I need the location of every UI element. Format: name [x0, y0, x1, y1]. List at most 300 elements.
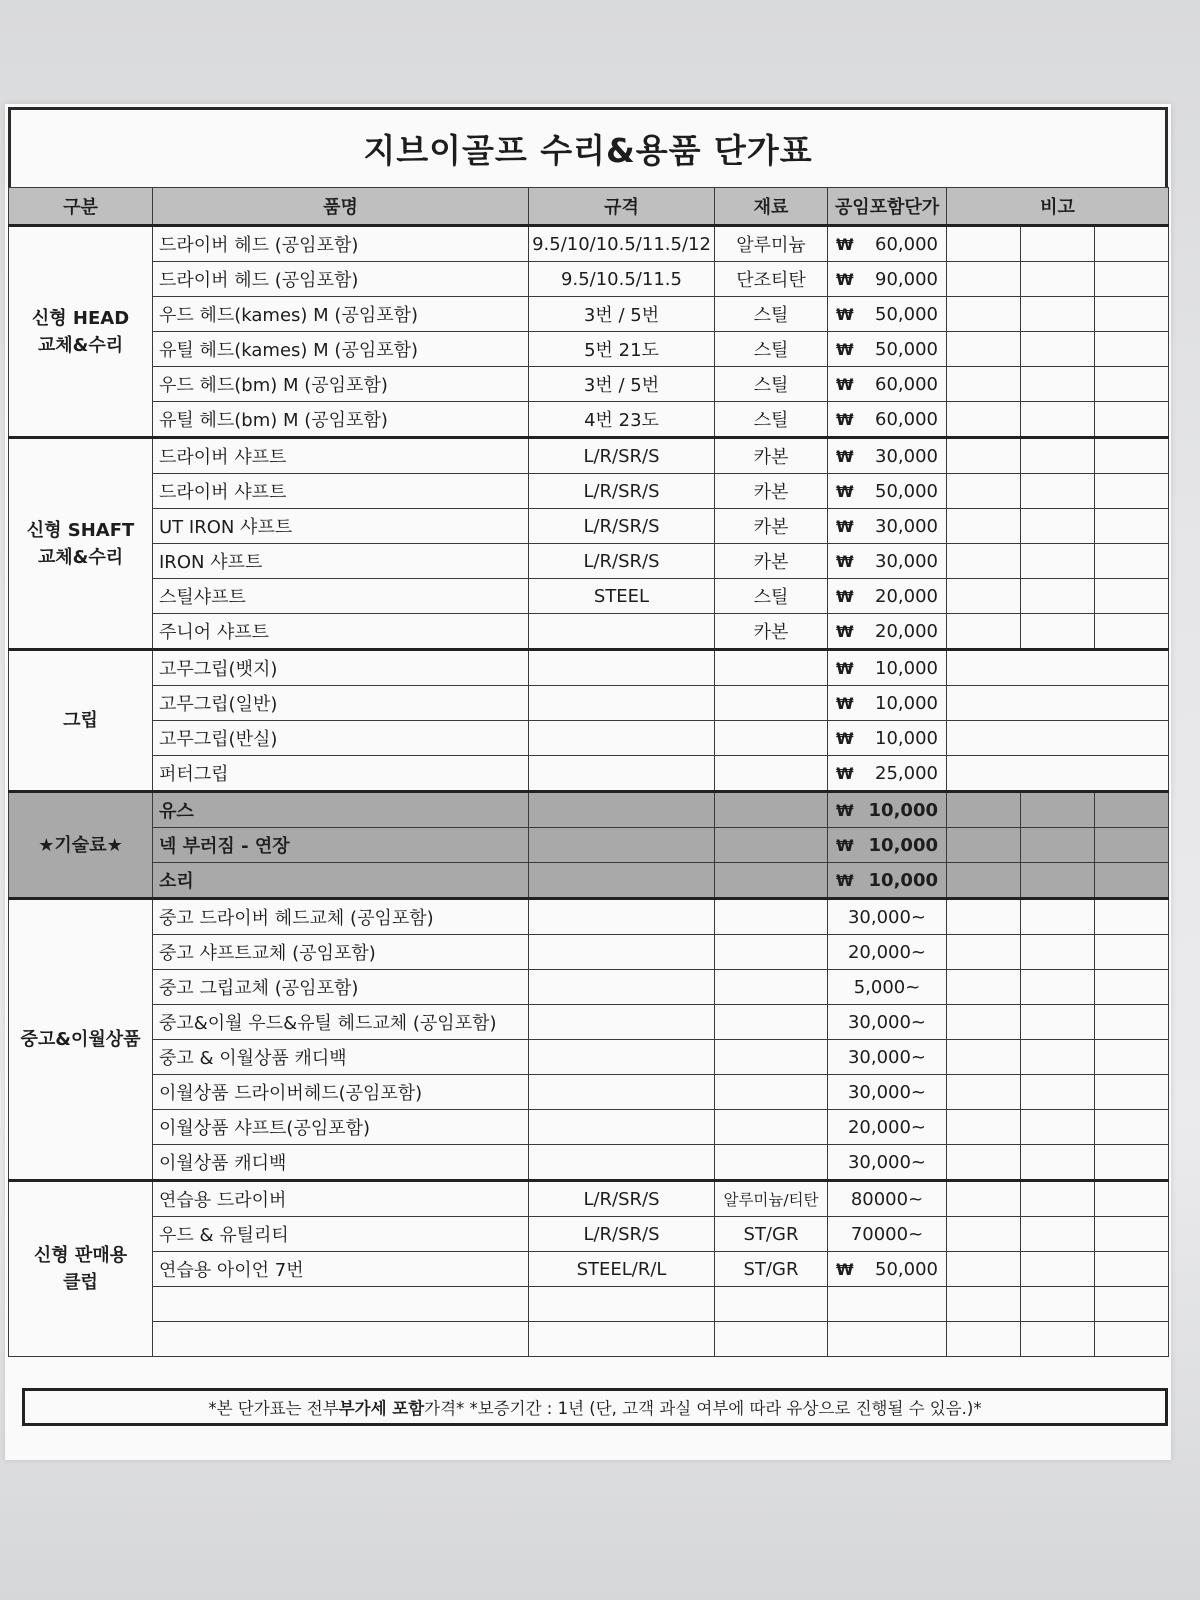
item-spec — [529, 970, 715, 1005]
item-price — [828, 1252, 947, 1287]
item-price: 30,000~ — [828, 1075, 947, 1110]
item-name: 중고&이월 우드&유틸 헤드교체 (공임포함) — [153, 1005, 529, 1040]
item-price — [828, 1287, 947, 1322]
note-cell — [1021, 970, 1095, 1005]
category-cell — [9, 438, 153, 650]
table-row — [9, 1181, 1169, 1217]
item-material: 알루미늄 — [715, 226, 828, 262]
note-cell — [1095, 297, 1169, 332]
item-price: 80000~ — [828, 1181, 947, 1217]
item-price: 30,000~ — [828, 899, 947, 935]
category-label: 교체&수리 — [37, 334, 124, 356]
category-label: ★기술료★ — [38, 834, 123, 856]
note-cell — [1095, 935, 1169, 970]
item-spec — [529, 1322, 715, 1357]
category-cell — [9, 650, 153, 792]
note-cell — [1095, 1075, 1169, 1110]
item-spec: 9.5/10/10.5/11.5/12 — [529, 226, 715, 262]
note-cell — [947, 297, 1021, 332]
won-symbol: ₩ — [836, 658, 854, 678]
note-cell — [1021, 792, 1095, 828]
category-label: 신형 판매용 — [33, 1245, 128, 1266]
item-material: 스틸 — [715, 579, 828, 614]
item-name: 중고 & 이월상품 캐디백 — [153, 1040, 529, 1075]
note-cell — [947, 402, 1021, 438]
footer-note — [22, 1388, 1168, 1426]
item-name: 중고 그립교체 (공임포함) — [153, 970, 529, 1005]
table-row — [9, 402, 1169, 438]
note-cell — [1095, 1040, 1169, 1075]
note-cell — [1021, 1217, 1095, 1252]
note-cell — [1095, 863, 1169, 899]
item-material: 카본 — [715, 544, 828, 579]
price-value: 20,000 — [875, 585, 938, 607]
item-spec — [529, 721, 715, 756]
table-row — [9, 1287, 1169, 1322]
item-name: 드라이버 헤드 (공임포함) — [153, 262, 529, 297]
note-cell — [1095, 899, 1169, 935]
header-note: 비고 — [947, 188, 1169, 226]
note-cell — [947, 1145, 1021, 1181]
won-symbol: ₩ — [836, 551, 854, 571]
table-row — [9, 756, 1169, 792]
won-symbol: ₩ — [836, 269, 854, 289]
item-name: 소리 — [153, 863, 529, 899]
won-symbol: ₩ — [836, 693, 854, 713]
item-spec — [529, 863, 715, 899]
note-cell — [1021, 509, 1095, 544]
header-material: 재료 — [715, 188, 828, 226]
note-cell — [1021, 262, 1095, 297]
item-spec: 5번 21도 — [529, 332, 715, 367]
note-cell — [947, 828, 1021, 863]
note-cell — [1021, 332, 1095, 367]
note-cell — [1095, 1322, 1169, 1357]
item-name: 드라이버 샤프트 — [153, 438, 529, 474]
table-row — [9, 544, 1169, 579]
note-cell — [1021, 367, 1095, 402]
item-price — [828, 863, 947, 899]
item-price — [828, 438, 947, 474]
item-spec: L/R/SR/S — [529, 1217, 715, 1252]
note-cell — [947, 721, 1169, 756]
won-symbol: ₩ — [836, 516, 854, 536]
item-price — [828, 828, 947, 863]
note-cell — [1021, 297, 1095, 332]
note-cell — [1021, 899, 1095, 935]
category-label: 신형 HEAD — [31, 307, 130, 329]
item-price: 30,000~ — [828, 1040, 947, 1075]
item-material: ST/GR — [715, 1217, 828, 1252]
note-cell — [1021, 474, 1095, 509]
footer-text-1: *본 단가표는 전부 — [208, 1399, 339, 1418]
table-row — [9, 686, 1169, 721]
category-label: 신형 SHAFT — [26, 519, 135, 541]
item-price — [828, 614, 947, 650]
item-material — [715, 1110, 828, 1145]
table-body — [9, 226, 1169, 1357]
table-row — [9, 1040, 1169, 1075]
price-value: 90,000 — [875, 268, 938, 290]
item-spec — [529, 1287, 715, 1322]
item-material — [715, 1322, 828, 1357]
table-row — [9, 297, 1169, 332]
price-value: 50,000 — [875, 338, 938, 360]
item-spec: 4번 23도 — [529, 402, 715, 438]
note-cell — [1095, 226, 1169, 262]
item-price — [828, 579, 947, 614]
item-price: 70000~ — [828, 1217, 947, 1252]
item-name: IRON 샤프트 — [153, 544, 529, 579]
table-row — [9, 1110, 1169, 1145]
item-spec — [529, 650, 715, 686]
note-cell — [1021, 544, 1095, 579]
item-spec — [529, 935, 715, 970]
item-name: 드라이버 헤드 (공임포함) — [153, 226, 529, 262]
note-cell — [947, 474, 1021, 509]
won-symbol: ₩ — [836, 374, 854, 394]
table-row — [9, 1145, 1169, 1181]
item-material — [715, 1145, 828, 1181]
item-material: 스틸 — [715, 367, 828, 402]
item-name: 연습용 아이언 7번 — [153, 1252, 529, 1287]
note-cell — [1021, 402, 1095, 438]
item-price — [828, 262, 947, 297]
header-spec: 규격 — [529, 188, 715, 226]
note-cell — [1021, 863, 1095, 899]
item-spec: L/R/SR/S — [529, 509, 715, 544]
item-material: 스틸 — [715, 402, 828, 438]
note-cell — [1021, 828, 1095, 863]
won-symbol: ₩ — [836, 870, 854, 890]
note-cell — [947, 863, 1021, 899]
category-label: 중고&이월상품 — [20, 1029, 141, 1050]
item-material: 스틸 — [715, 297, 828, 332]
item-spec — [529, 1040, 715, 1075]
table-row — [9, 332, 1169, 367]
item-price: 5,000~ — [828, 970, 947, 1005]
note-cell — [1095, 828, 1169, 863]
note-cell — [1095, 1005, 1169, 1040]
note-cell — [1021, 1075, 1095, 1110]
item-price: 20,000~ — [828, 1110, 947, 1145]
note-cell — [1095, 614, 1169, 650]
note-cell — [1021, 1322, 1095, 1357]
item-spec — [529, 828, 715, 863]
item-material: 알루미늄/티탄 — [715, 1181, 828, 1217]
price-value: 10,000 — [875, 727, 938, 749]
item-name: 이월상품 캐디백 — [153, 1145, 529, 1181]
item-spec: 3번 / 5번 — [529, 297, 715, 332]
item-spec: L/R/SR/S — [529, 474, 715, 509]
won-symbol: ₩ — [836, 835, 854, 855]
table-row — [9, 262, 1169, 297]
item-price — [828, 1322, 947, 1357]
note-cell — [947, 1075, 1021, 1110]
won-symbol: ₩ — [836, 304, 854, 324]
note-cell — [947, 756, 1169, 792]
item-price — [828, 509, 947, 544]
note-cell — [1021, 1040, 1095, 1075]
note-cell — [947, 614, 1021, 650]
price-value: 50,000 — [875, 1258, 938, 1280]
note-cell — [1095, 262, 1169, 297]
note-cell — [947, 262, 1021, 297]
price-value: 50,000 — [875, 480, 938, 502]
note-cell — [947, 509, 1021, 544]
won-symbol: ₩ — [836, 763, 854, 783]
item-material — [715, 792, 828, 828]
note-cell — [947, 1040, 1021, 1075]
table-row — [9, 828, 1169, 863]
won-symbol: ₩ — [836, 728, 854, 748]
note-cell — [1021, 438, 1095, 474]
item-price — [828, 474, 947, 509]
item-name — [153, 1287, 529, 1322]
item-name: 주니어 샤프트 — [153, 614, 529, 650]
price-value: 10,000 — [868, 799, 938, 821]
table-row — [9, 863, 1169, 899]
table-row — [9, 438, 1169, 474]
note-cell — [1095, 474, 1169, 509]
footer-text-2: 가격* *보증기간 : 1년 (단, 고객 과실 여부에 따라 유상으로 진행될 수 있음.)* — [424, 1399, 982, 1418]
document-title: 지브이골프 수리&용품 단가표 — [8, 107, 1168, 190]
item-name: 이월상품 드라이버헤드(공임포함) — [153, 1075, 529, 1110]
won-symbol: ₩ — [836, 481, 854, 501]
price-value: 20,000 — [875, 620, 938, 642]
note-cell — [1021, 1110, 1095, 1145]
price-value: 30,000 — [875, 445, 938, 467]
item-material — [715, 863, 828, 899]
item-material: 카본 — [715, 614, 828, 650]
header-row — [9, 188, 1169, 226]
item-material — [715, 1040, 828, 1075]
item-material — [715, 970, 828, 1005]
price-value: 60,000 — [875, 233, 938, 255]
note-cell — [947, 1110, 1021, 1145]
item-name: 우드 헤드(kames) M (공임포함) — [153, 297, 529, 332]
note-cell — [1021, 1287, 1095, 1322]
table-row — [9, 970, 1169, 1005]
won-symbol: ₩ — [836, 409, 854, 429]
price-value: 60,000 — [875, 408, 938, 430]
item-price: 30,000~ — [828, 1145, 947, 1181]
won-symbol: ₩ — [836, 586, 854, 606]
table-row — [9, 1322, 1169, 1357]
table-row — [9, 579, 1169, 614]
note-cell — [1095, 1252, 1169, 1287]
price-value: 10,000 — [868, 834, 938, 856]
item-price — [828, 332, 947, 367]
won-symbol: ₩ — [836, 800, 854, 820]
item-price: 20,000~ — [828, 935, 947, 970]
item-name: 넥 부러짐 - 연장 — [153, 828, 529, 863]
item-spec: L/R/SR/S — [529, 438, 715, 474]
category-cell — [9, 226, 153, 438]
note-cell — [947, 686, 1169, 721]
note-cell — [1095, 1145, 1169, 1181]
item-price — [828, 544, 947, 579]
item-price — [828, 792, 947, 828]
item-price: 30,000~ — [828, 1005, 947, 1040]
item-spec — [529, 1145, 715, 1181]
note-cell — [947, 970, 1021, 1005]
note-cell — [1021, 1145, 1095, 1181]
price-table — [8, 187, 1169, 1357]
item-name: 중고 드라이버 헤드교체 (공임포함) — [153, 899, 529, 935]
price-value: 30,000 — [875, 550, 938, 572]
category-cell — [9, 899, 153, 1181]
table-row — [9, 899, 1169, 935]
item-spec: L/R/SR/S — [529, 544, 715, 579]
item-material — [715, 756, 828, 792]
note-cell — [947, 1217, 1021, 1252]
item-name: 유스 — [153, 792, 529, 828]
won-symbol: ₩ — [836, 339, 854, 359]
item-material — [715, 1005, 828, 1040]
table-row — [9, 1252, 1169, 1287]
note-cell — [1021, 1005, 1095, 1040]
item-name: 스틸샤프트 — [153, 579, 529, 614]
item-material — [715, 899, 828, 935]
price-value: 30,000 — [875, 515, 938, 537]
price-value: 50,000 — [875, 303, 938, 325]
item-material: ST/GR — [715, 1252, 828, 1287]
price-sheet — [5, 104, 1171, 1460]
note-cell — [947, 1287, 1021, 1322]
header-item: 품명 — [153, 188, 529, 226]
item-name: 고무그립(뱃지) — [153, 650, 529, 686]
item-spec — [529, 614, 715, 650]
note-cell — [947, 792, 1021, 828]
header-price: 공임포함단가 — [828, 188, 947, 226]
won-symbol: ₩ — [836, 234, 854, 254]
price-value: 25,000 — [875, 762, 938, 784]
item-name: 고무그립(일반) — [153, 686, 529, 721]
note-cell — [947, 332, 1021, 367]
item-name: 퍼터그립 — [153, 756, 529, 792]
table-row — [9, 226, 1169, 262]
table-row — [9, 509, 1169, 544]
table-row — [9, 792, 1169, 828]
item-spec: 3번 / 5번 — [529, 367, 715, 402]
item-spec: STEEL/R/L — [529, 1252, 715, 1287]
item-material: 카본 — [715, 438, 828, 474]
note-cell — [1095, 1287, 1169, 1322]
item-material: 단조티탄 — [715, 262, 828, 297]
note-cell — [1021, 579, 1095, 614]
note-cell — [1095, 1181, 1169, 1217]
item-material: 스틸 — [715, 332, 828, 367]
price-value: 60,000 — [875, 373, 938, 395]
item-spec — [529, 756, 715, 792]
note-cell — [947, 579, 1021, 614]
note-cell — [1095, 367, 1169, 402]
table-row — [9, 650, 1169, 686]
category-label: 클럽 — [63, 1272, 98, 1293]
note-cell — [1021, 1181, 1095, 1217]
item-price — [828, 367, 947, 402]
note-cell — [1095, 970, 1169, 1005]
item-material — [715, 1075, 828, 1110]
note-cell — [1095, 402, 1169, 438]
item-spec — [529, 1110, 715, 1145]
item-name: 고무그립(반실) — [153, 721, 529, 756]
note-cell — [947, 1005, 1021, 1040]
item-spec — [529, 1075, 715, 1110]
item-name: 유틸 헤드(kames) M (공임포함) — [153, 332, 529, 367]
note-cell — [1021, 1252, 1095, 1287]
note-cell — [947, 1181, 1021, 1217]
note-cell — [947, 367, 1021, 402]
note-cell — [1021, 614, 1095, 650]
note-cell — [1095, 509, 1169, 544]
item-name: 이월상품 샤프트(공임포함) — [153, 1110, 529, 1145]
item-spec — [529, 792, 715, 828]
note-cell — [1021, 226, 1095, 262]
item-material — [715, 828, 828, 863]
item-material: 카본 — [715, 509, 828, 544]
item-material: 카본 — [715, 474, 828, 509]
price-value: 10,000 — [875, 657, 938, 679]
note-cell — [947, 899, 1021, 935]
item-spec — [529, 686, 715, 721]
item-name: 우드 & 유틸리티 — [153, 1217, 529, 1252]
item-price — [828, 650, 947, 686]
item-name: 연습용 드라이버 — [153, 1181, 529, 1217]
item-spec: L/R/SR/S — [529, 1181, 715, 1217]
category-label: 교체&수리 — [37, 546, 124, 568]
note-cell — [947, 1252, 1021, 1287]
item-price — [828, 756, 947, 792]
table-row — [9, 474, 1169, 509]
price-value: 10,000 — [875, 692, 938, 714]
table-row — [9, 1075, 1169, 1110]
item-price — [828, 226, 947, 262]
item-price — [828, 686, 947, 721]
note-cell — [947, 226, 1021, 262]
footer-vat-bold: 부가세 포함 — [338, 1399, 425, 1418]
item-material — [715, 650, 828, 686]
price-value: 10,000 — [868, 869, 938, 891]
table-row — [9, 1005, 1169, 1040]
note-cell — [1095, 1110, 1169, 1145]
item-spec: 9.5/10.5/11.5 — [529, 262, 715, 297]
note-cell — [947, 935, 1021, 970]
note-cell — [1021, 935, 1095, 970]
note-cell — [1095, 792, 1169, 828]
note-cell — [1095, 332, 1169, 367]
note-cell — [947, 438, 1021, 474]
table-row — [9, 721, 1169, 756]
note-cell — [947, 1322, 1021, 1357]
item-material — [715, 935, 828, 970]
won-symbol: ₩ — [836, 621, 854, 641]
note-cell — [1095, 1217, 1169, 1252]
item-price — [828, 402, 947, 438]
item-name: UT IRON 샤프트 — [153, 509, 529, 544]
table-row — [9, 614, 1169, 650]
note-cell — [1095, 579, 1169, 614]
table-row — [9, 1217, 1169, 1252]
item-name: 중고 샤프트교체 (공임포함) — [153, 935, 529, 970]
table-row — [9, 367, 1169, 402]
category-label: 그립 — [63, 710, 98, 731]
item-price — [828, 721, 947, 756]
item-name — [153, 1322, 529, 1357]
won-symbol: ₩ — [836, 446, 854, 466]
item-name: 우드 헤드(bm) M (공임포함) — [153, 367, 529, 402]
